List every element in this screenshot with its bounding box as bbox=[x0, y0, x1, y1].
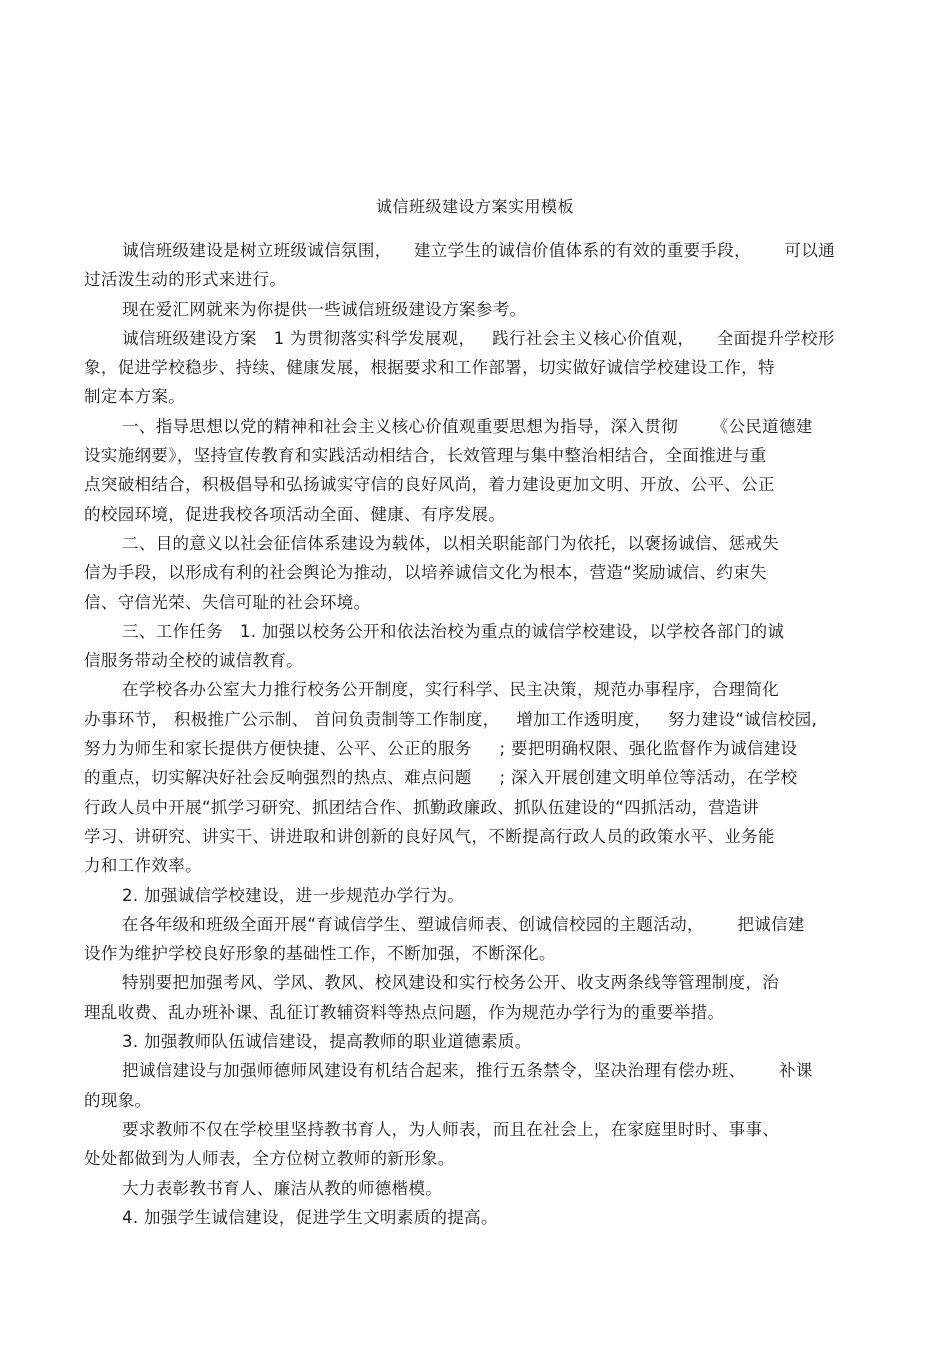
text-line: 努力为师生和家长提供方便快捷、公平、公正的服务 ; 要把明确权限、强化监督作为诚信建设 bbox=[84, 739, 798, 759]
text-line: 3. 加强教师队伍诚信建设，提高教师的职业道德素质。 bbox=[122, 1032, 532, 1052]
text-line: 诚信班级建设是树立班级诚信氛围， 建立学生的诚信价值体系的有效的重要手段， 可以通 bbox=[122, 241, 836, 260]
text-line: 行政人员中开展“抓学习研究、抓团结合作、抓勤政廉政、抓队伍建设的“四抓活动，营造讲 bbox=[84, 797, 759, 817]
text-line: 的重点，切实解决好社会反响强烈的热点、难点问题 ; 深入开展创建文明单位等活动，在学校 bbox=[84, 768, 798, 788]
text-line: 过活泼生动的形式来进行。 bbox=[84, 270, 287, 290]
text-line: 把诚信建设与加强师德师风建设有机结合起来，推行五条禁令，坚决治理有偿办班、 补课 bbox=[122, 1061, 813, 1081]
text-line: 设实施纲要》，坚持宣传教育和实践活动相结合，长效管理与集中整治相结合，全面推进与重 bbox=[84, 446, 767, 466]
text-line: 4. 加强学生诚信建设，促进学生文明素质的提高。 bbox=[122, 1207, 498, 1227]
text-line: 在各年级和班级全面开展“育诚信学生、塑诚信师表、创诚信校园的主题活动， 把诚信建 bbox=[122, 914, 805, 934]
text-line: 制定本方案。 bbox=[84, 387, 186, 407]
text-line: 学习、讲研究、讲实干、讲进取和讲创新的良好风气，不断提高行政人员的政策水平、业务能 bbox=[84, 826, 775, 846]
text-line: 办事环节， 积极推广公示制、 首问负责制等工作制度， 增加工作透明度， 努力建设“诚信校园, bbox=[84, 709, 818, 729]
text-line: 2. 加强诚信学校建设，进一步规范办学行为。 bbox=[122, 885, 465, 905]
text-line: 力和工作效率。 bbox=[84, 856, 202, 876]
document-body bbox=[84, 236, 869, 1232]
text-line: 一、指导思想以党的精神和社会主义核心价值观重要思想为指导，深入贯彻 《公民道德建 bbox=[122, 416, 813, 436]
text-line: 的现象。 bbox=[84, 1090, 152, 1110]
text-line: 要求教师不仅在学校里坚持教书育人，为人师表，而且在社会上，在家庭里时时、事事、 bbox=[122, 1119, 780, 1139]
text-line: 在学校各办公室大力推行校务公开制度，实行科学、民主决策，规范办事程序，合理简化 bbox=[122, 680, 780, 700]
text-line: 大力表彰教书育人、廉洁从教的师德楷模。 bbox=[122, 1178, 443, 1198]
text-line: 二、目的意义以社会征信体系建设为载体，以相关职能部门为依托，以褒扬诚信、惩戒失 bbox=[122, 533, 780, 553]
text-line: 三、工作任务 1. 加强以校务公开和依法治校为重点的诚信学校建设，以学校各部门的诚 bbox=[122, 621, 785, 641]
text-line: 的校园环境，促进我校各项活动全面、健康、有序发展。 bbox=[84, 504, 506, 524]
text-line: 信服务带动全校的诚信教育。 bbox=[84, 651, 304, 671]
text-line: 理乱收费、乱办班补课、乱征订教辅资料等热点问题，作为规范办学行为的重要举措。 bbox=[84, 1002, 725, 1022]
text-line: 信为手段，以形成有利的社会舆论为推动，以培养诚信文化为根本，营造“奖励诚信、约束失 bbox=[84, 563, 767, 583]
text-line: 点突破相结合，积极倡导和弘扬诚实守信的良好风尚，着力建设更加文明、开放、公平、公正 bbox=[84, 475, 775, 495]
text-line: 处处都做到为人师表，全方位树立教师的新形象。 bbox=[84, 1149, 455, 1169]
text-line: 特别要把加强考风、学风、教风、校风建设和实行校务公开、收支两条线等管理制度，治 bbox=[122, 973, 780, 993]
text-line: 设作为维护学校良好形象的基础性工作，不断加强，不断深化。 bbox=[84, 944, 556, 964]
text-line: 诚信班级建设方案 1 为贯彻落实科学发展观， 践行社会主义核心价值观， 全面提升学校形 bbox=[122, 328, 835, 348]
text-line: 现在爱汇网就来为你提供一些诚信班级建设方案参考。 bbox=[122, 299, 527, 319]
text-line: 象，促进学校稳步、持续、健康发展，根据要求和工作部署，切实做好诚信学校建设工作，特 bbox=[84, 358, 775, 378]
document-title: 诚信班级建设方案实用模板 bbox=[375, 197, 574, 216]
text-line: 信、守信光荣、失信可耻的社会环境。 bbox=[84, 592, 371, 612]
